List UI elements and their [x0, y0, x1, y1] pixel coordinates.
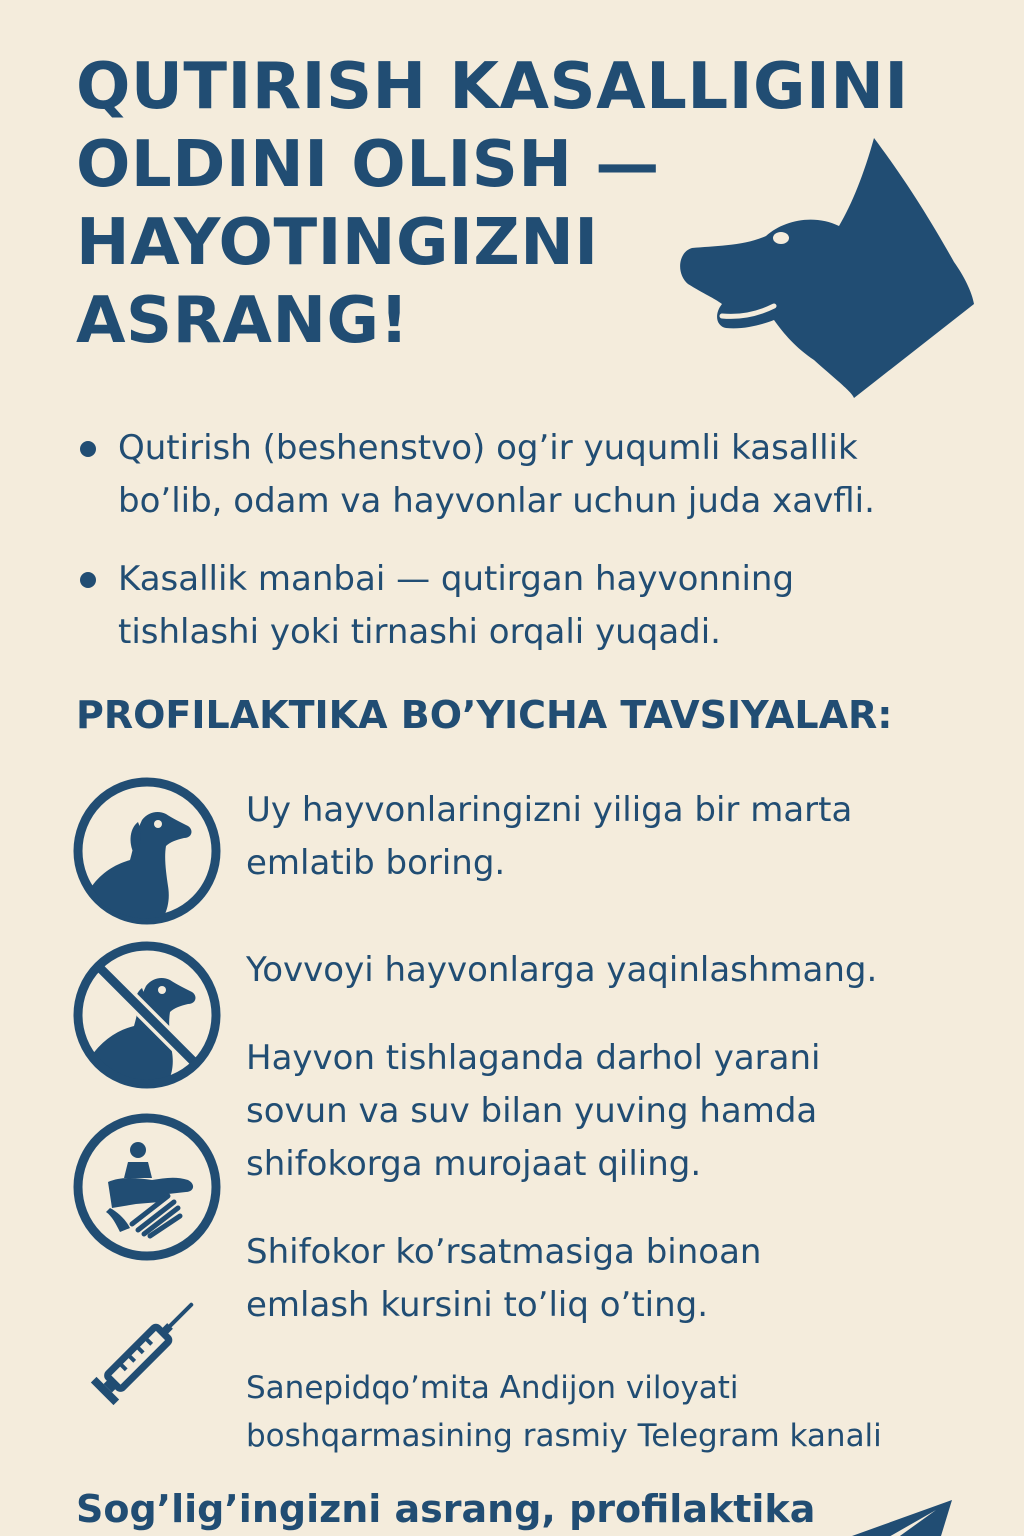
telegram-icon: [846, 1496, 958, 1536]
tip-line: Shifokor ko’rsatmasiga binoan: [246, 1232, 762, 1272]
dog-circle-icon: [72, 776, 222, 926]
tip-line: Uy hayvonlaringizni yiliga bir marta: [246, 790, 853, 830]
tip-text: [246, 1226, 986, 1332]
title-line: ASRANG!: [76, 284, 410, 358]
tip-text: [246, 944, 986, 997]
dog-head-icon: [674, 134, 980, 402]
tip-line: shifokorga murojaat qiling.: [246, 1144, 702, 1184]
tip-line: sovun va suv bilan yuving hamda: [246, 1091, 818, 1131]
source-note: [246, 1364, 1006, 1460]
bullet-line: tishlashi yoki tirnashi orqali yuqadi.: [118, 612, 721, 652]
hand-bite-icon: [72, 1112, 222, 1262]
title-line: OLDINI OLISH —: [76, 128, 660, 202]
intro-bullet: [76, 422, 976, 528]
tip-text: [246, 1032, 986, 1191]
intro-list: [76, 422, 976, 684]
tip-line: emlatib boring.: [246, 843, 506, 883]
section-heading: PROFILAKTIKA BO’YICHA TAVSIYALAR:: [76, 693, 893, 737]
title-line: QUTIRISH KASALLIGINI: [76, 50, 909, 124]
source-line: boshqarmasining rasmiy Telegram kanali: [246, 1418, 882, 1454]
bullet-line: Qutirish (beshenstvo) og’ir yuqumli kasallik: [118, 428, 858, 468]
closing-slogan: Sog’lig’ingizni asrang, profilaktika: [76, 1487, 816, 1531]
source-line: Sanepidqo’mita Andijon viloyati: [246, 1370, 739, 1406]
tip-text: [246, 784, 986, 890]
tip-line: Yovvoyi hayvonlarga yaqinlashmang.: [246, 950, 878, 990]
intro-bullet: [76, 553, 976, 659]
syringe-icon: [78, 1282, 214, 1418]
bullet-dot-icon: [80, 572, 96, 588]
bullet-line: Kasallik manbai — qutirgan hayvonning: [118, 559, 795, 599]
tip-line: Hayvon tishlaganda darhol yarani: [246, 1038, 821, 1078]
bullet-dot-icon: [80, 441, 96, 457]
title-line: HAYOTINGIZNI: [76, 206, 599, 280]
no-dog-icon: [72, 940, 222, 1090]
bullet-line: bo’lib, odam va hayvonlar uchun juda xavfli.: [118, 481, 875, 521]
tip-line: emlash kursini to’liq o’ting.: [246, 1285, 709, 1325]
